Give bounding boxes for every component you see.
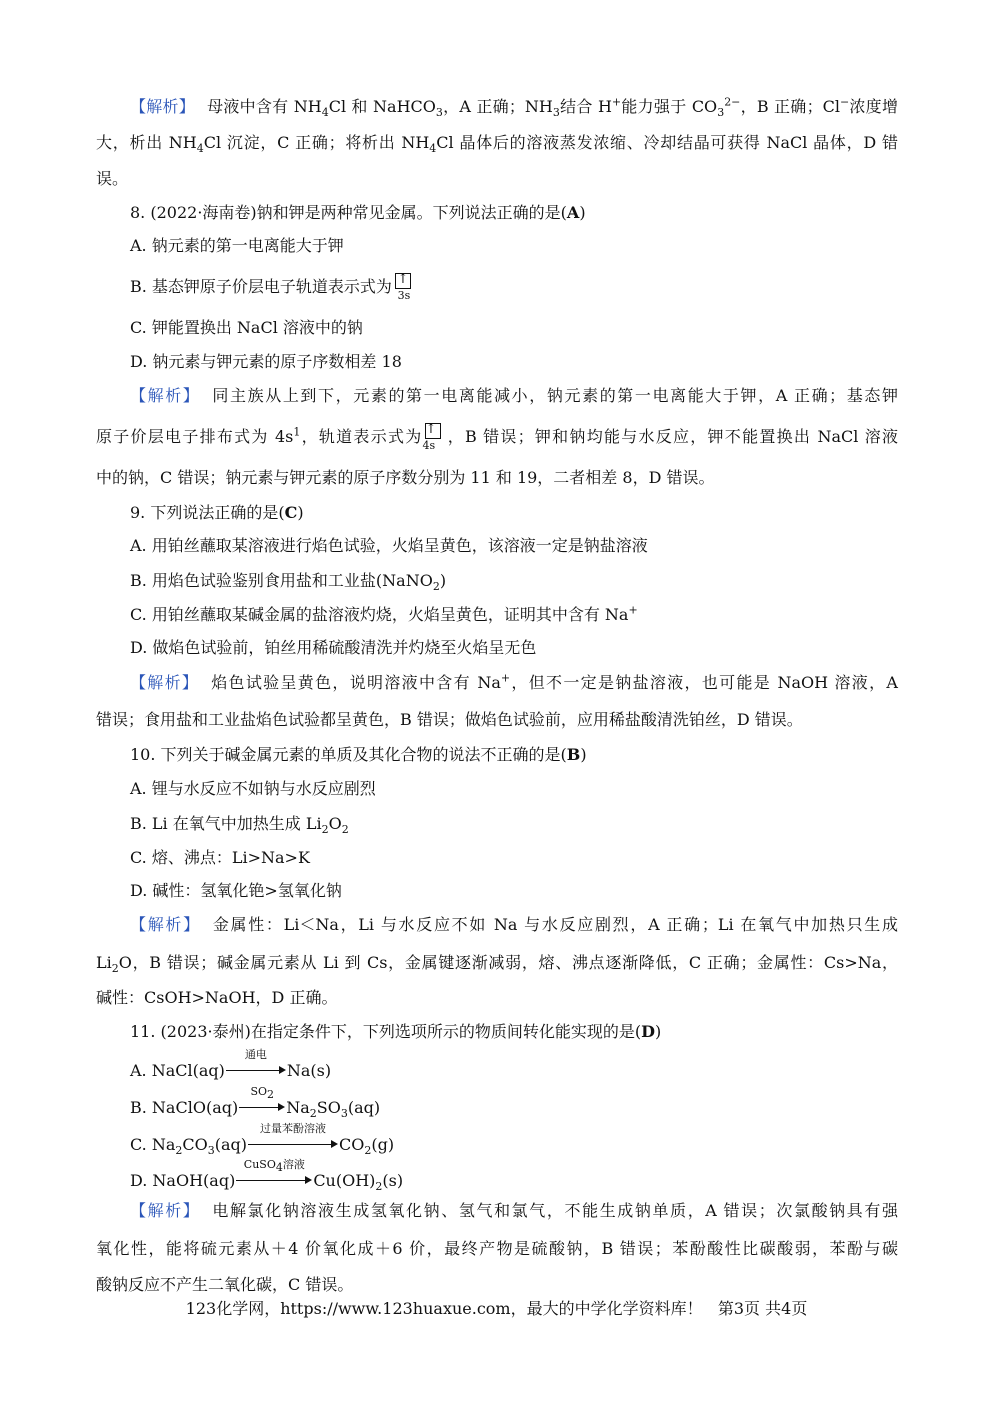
footer-site: 123化学网，https://www.123huaxue.com，最大的中学化学资料库！ [185,1299,703,1318]
q7-explanation-line-3: 误。 [96,169,129,188]
q10-explanation-line-1: 【解析】 金属性：Li＜Na，Li 与水反应不如 Na 与水反应剧烈，A 正确；Li 在氧气中加热只生成 [130,915,898,934]
q8-explanation-line-2: 原子价层电子排布式为 $4s^1$，轨道表示式为 ↑ 4s ，B 错误；钾和钠均能与水反应，钾不能置换出 NaCl 溶液 [96,421,898,452]
q9-option-a: A. 用铂丝蘸取某溶液进行焰色试验，火焰呈黄色，该溶液一定是钠盐溶液 [130,536,648,555]
up-arrow-icon: ↑ [397,271,409,287]
footer-page-number: 第3页 共4页 [717,1299,808,1318]
q10-option-c: C. 熔、沸点：Li>Na>K [130,848,310,867]
q10-option-a: A. 锂与水反应不如钠与水反应剧烈 [130,779,376,798]
q7-explanation-line-1: 【解析】 母液中含有 $NH_4Cl$ 和 NaHCO$_3$，A 正确；$NH_3$结合 H+能力强于 $CO_3^{2-}$，B 正确；Cl−浓度增 [130,95,898,120]
reaction-arrow-icon: $SO_2$ [239,1099,285,1113]
q11-explanation-line-3: 酸钠反应不产生二氧化碳，C 错误。 [96,1275,354,1294]
q9-explanation-line-2: 错误；食用盐和工业盐焰色试验都呈黄色，B 错误；做焰色试验前，应用稀盐酸清洗铂丝，D 错误。 [96,710,803,729]
orbital-box-3s: ↑ 3s [394,273,414,303]
q11-option-c: C. $Na_2CO_3(aq)$ 过量苯酚溶液 $CO_2(g)$ [130,1122,395,1158]
q9-explanation-line-1: 【解析】 焰色试验呈黄色，说明溶液中含有 Na+，但不一定是钠盐溶液，也可能是 NaOH 溶液，A [130,671,898,692]
q9-option-d: D. 做焰色试验前，铂丝用稀硫酸清洗并灼烧至火焰呈无色 [130,638,537,657]
q8-option-c: C. 钾能置换出 NaCl 溶液中的钠 [130,318,363,337]
reaction-arrow-icon: CuSO$_4$溶液 [236,1172,312,1186]
q8-answer: A [566,203,580,222]
q9-answer: C [284,503,298,522]
q8-explanation-line-1: 【解析】 同主族从上到下，元素的第一电离能减小，钠元素的第一电离能大于钾，A 正确；基态钾 [130,386,898,405]
explanation-tag: 【解析】 [130,386,201,405]
q10-option-d: D. 碱性：氢氧化铯>氢氧化钠 [130,881,342,900]
q8-option-a: A. 钠元素的第一电离能大于钾 [130,236,344,255]
q9-stem: 9. 下列说法正确的是(C) [130,503,304,522]
q9-option-b: B. 用焰色试验鉴别食用盐和工业盐(NaNO$_2$) [130,571,447,594]
q10-explanation-line-3: 碱性：CsOH>NaOH，D 正确。 [96,988,338,1007]
q8-stem: 8. (2022·海南卷)钠和钾是两种常见金属。下列说法正确的是(A) [130,203,586,222]
q11-option-d: D. NaOH(aq) CuSO$_4$溶液 $Cu(OH)_2(s)$ [130,1158,404,1194]
q11-option-a: A. NaCl(aq) 通电 Na(s) [130,1048,332,1080]
q11-stem: 11. (2023·泰州)在指定条件下，下列选项所示的物质间转化能实现的是(D) [130,1022,662,1041]
explanation-tag: 【解析】 [130,97,196,116]
q8-option-b: B. 基态钾原子价层电子轨道表示式为 ↑ 3s [130,272,898,302]
q11-explanation-line-1: 【解析】 电解氯化钠溶液生成氢氧化钠、氢气和氯气，不能生成钠单质，A 错误；次氯酸钠具有强 [130,1201,898,1220]
q10-option-b: B. Li 在氧气中加热生成 $Li_2O_2$ [130,814,349,837]
q11-explanation-line-2: 氧化性，能将硫元素从＋4 价氧化成＋6 价，最终产物是硫酸钠，B 错误；苯酚酸性比碳酸弱，苯酚与碳 [96,1239,898,1258]
explanation-tag: 【解析】 [130,915,201,934]
q8-explanation-line-3: 中的钠，C 错误；钠元素与钾元素的原子序数分别为 11 和 19，二者相差 8，D 错误。 [96,468,715,487]
reaction-arrow-icon: 通电 [226,1062,286,1076]
q10-answer: B [566,745,581,764]
q9-option-c: C. 用铂丝蘸取某碱金属的盐溶液灼烧，火焰呈黄色，证明其中含有 Na+ [130,603,638,624]
explanation-tag: 【解析】 [130,1201,201,1220]
q7-explanation-line-2: 大，析出 $NH_4Cl$ 沉淀，C 正确；将析出 $NH_4Cl$ 晶体后的溶液蒸发浓缩、冷却结晶可获得 NaCl 晶体，D 错 [96,133,898,156]
page-footer [0,1296,993,1322]
explanation-tag: 【解析】 [130,673,200,692]
q10-stem: 10. 下列关于碱金属元素的单质及其化合物的说法不正确的是(B) [130,745,587,764]
q11-answer: D [641,1022,655,1041]
orbital-box-4s: ↑ 4s [424,423,444,453]
q11-option-b: B. NaClO(aq) $SO_2$ $Na_2SO_3(aq)$ [130,1085,381,1121]
reaction-arrow-icon: 过量苯酚溶液 [248,1136,338,1150]
up-arrow-icon: ↑ [425,421,437,437]
q10-explanation-line-2: $Li_2O$，B 错误；碱金属元素从 Li 到 Cs，金属键逐渐减弱，熔、沸点逐渐降低，C 正确；金属性：Cs>Na， [96,953,898,976]
q8-option-d: D. 钠元素与钾元素的原子序数相差 18 [130,352,402,371]
